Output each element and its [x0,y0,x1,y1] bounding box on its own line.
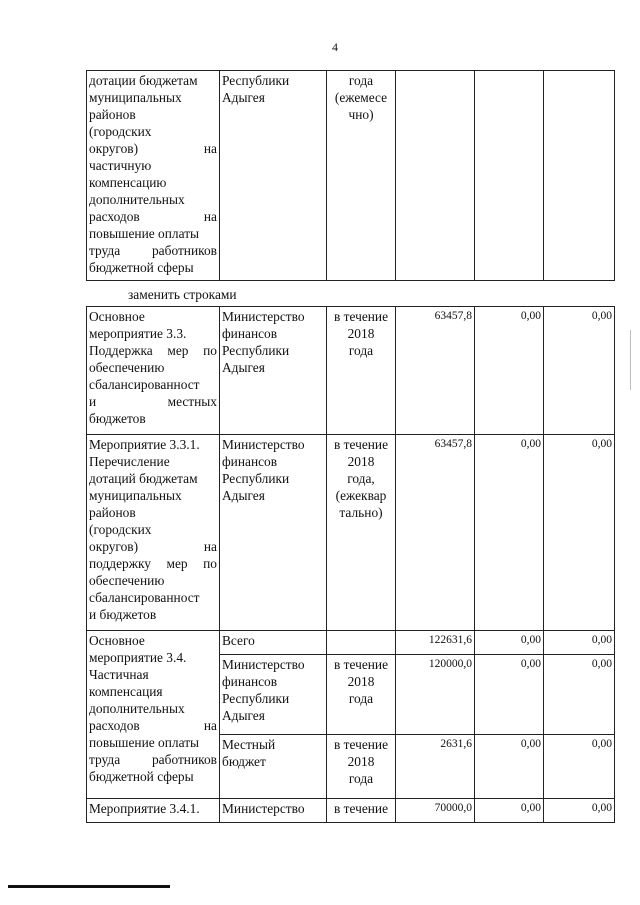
cell-value-1: 63457,8 [396,307,475,435]
text-line: округов) на [89,141,217,156]
text-line: финансов [222,674,278,689]
cell-value-1: 2631,6 [396,735,475,799]
text-line: бюджетной сферы [89,769,194,784]
text-line: года, [347,471,375,486]
text-line: чно) [348,107,374,122]
cell-description [87,631,220,799]
cell-description [87,307,220,435]
text-line: районов [89,505,136,520]
text-line: мероприятие 3.4. [89,650,187,665]
text-line: Республики [222,73,290,88]
text-line: и бюджетов [89,607,157,622]
table-continued [86,70,615,281]
cell-value-2: 0,00 [475,631,544,655]
text-line: года [348,691,374,706]
text-line: года [348,73,374,88]
text-line: в течение [333,309,389,324]
cell-value-1: 122631,6 [396,631,475,655]
cell-executor [220,655,327,735]
text-line: Республики [222,691,290,706]
text-line: сбалансированност [89,377,200,392]
text-line: повышение оплаты [89,226,200,241]
cell-value-2: 0,00 [475,799,544,823]
scan-margin-mark [630,330,631,390]
cell-description [87,71,220,281]
bottom-rule [8,885,170,888]
text-line: Поддержка мер по [89,343,217,358]
table-row [87,307,615,435]
cell-period [327,735,396,799]
text-line: дотации бюджетам [89,73,198,88]
text-line: Мероприятие 3.3.1. [89,437,200,452]
replace-label: заменить строками [128,287,237,302]
text-line: Адыгея [222,360,265,375]
text-line: Основное [89,633,145,648]
cell-value-2 [475,71,544,281]
text-line: бюджетов [89,411,146,426]
text-line: (городских [89,124,152,139]
cell-description: Мероприятие 3.4.1. [87,799,220,823]
text-line: Частичная [89,667,149,682]
page-number: 4 [332,40,338,54]
table-row [87,71,615,281]
cell-value-3: 0,00 [544,631,615,655]
cell-value-2: 0,00 [475,307,544,435]
cell-executor [220,735,327,799]
cell-period [327,71,396,281]
text-line: Республики [222,471,290,486]
text-line: обеспечению [89,573,165,588]
cell-value-1: 70000,0 [396,799,475,823]
text-line: мероприятие 3.3. [89,326,187,341]
text-line: Перечисление [89,454,170,469]
text-line: Адыгея [222,90,265,105]
text-line: Министерство [222,309,305,324]
cell-description [87,435,220,631]
text-line: в течение [333,737,389,752]
text-line: Местный [222,737,276,752]
text-line: финансов [222,454,278,469]
text-line: компенсация [89,684,163,699]
text-line: (ежеквар [335,488,387,503]
text-line: дотаций бюджетам [89,471,198,486]
text-line: дополнительных [89,192,185,207]
text-line: 2018 [347,326,375,341]
cell-period [327,655,396,735]
text-line: в течение [333,437,389,452]
text-line: муниципальных [89,90,182,105]
cell-executor [220,435,327,631]
text-line: расходов на [89,718,217,733]
cell-value-2: 0,00 [475,655,544,735]
cell-executor [220,307,327,435]
text-line: и местных [89,394,217,409]
text-line: Основное [89,309,145,324]
text-line: частичную [89,158,152,173]
text-line: поддержку мер по [89,556,217,571]
text-line: муниципальных [89,488,182,503]
table-row [87,631,615,655]
text-line: финансов [222,326,278,341]
cell-period [327,631,396,655]
text-line: округов) на [89,539,217,554]
text-line: расходов на [89,209,217,224]
text-line: Республики [222,343,290,358]
cell-value-3: 0,00 [544,799,615,823]
cell-value-1: 63457,8 [396,435,475,631]
cell-value-3: 0,00 [544,307,615,435]
cell-value-3: 0,00 [544,655,615,735]
text-line: тально) [339,505,383,520]
text-line: (городских [89,522,152,537]
cell-executor: Всего [220,631,327,655]
text-line: 2018 [347,674,375,689]
cell-executor [220,71,327,281]
text-line: районов [89,107,136,122]
text-line: компенсацию [89,175,167,190]
text-line: Министерство [222,437,305,452]
text-line: года [348,771,374,786]
text-line: в течение [333,657,389,672]
text-line: Адыгея [222,488,265,503]
text-line: Адыгея [222,708,265,723]
table-replacement [86,306,615,823]
cell-period [327,435,396,631]
cell-value-2: 0,00 [475,735,544,799]
text-line: 2018 [347,754,375,769]
text-line: (ежемесе [334,90,388,105]
text-line: дополнительных [89,701,185,716]
text-line: бюджетной сферы [89,260,194,275]
text-line: бюджет [222,754,266,769]
text-line: 2018 [347,454,375,469]
text-line: труда работников [89,752,217,767]
cell-executor: Министерство [220,799,327,823]
cell-period [327,307,396,435]
text-line: труда работников [89,243,217,258]
table-row [87,435,615,631]
cell-period: в течение [327,799,396,823]
text-line: обеспечению [89,360,165,375]
text-line: повышение оплаты [89,735,200,750]
cell-value-3: 0,00 [544,435,615,631]
cell-value-1: 120000,0 [396,655,475,735]
cell-value-3: 0,00 [544,735,615,799]
text-line: сбалансированност [89,590,200,605]
table-row [87,799,615,823]
text-line: года [348,343,374,358]
cell-value-2: 0,00 [475,435,544,631]
text-line: Министерство [222,657,305,672]
cell-value-1 [396,71,475,281]
cell-value-3 [544,71,615,281]
